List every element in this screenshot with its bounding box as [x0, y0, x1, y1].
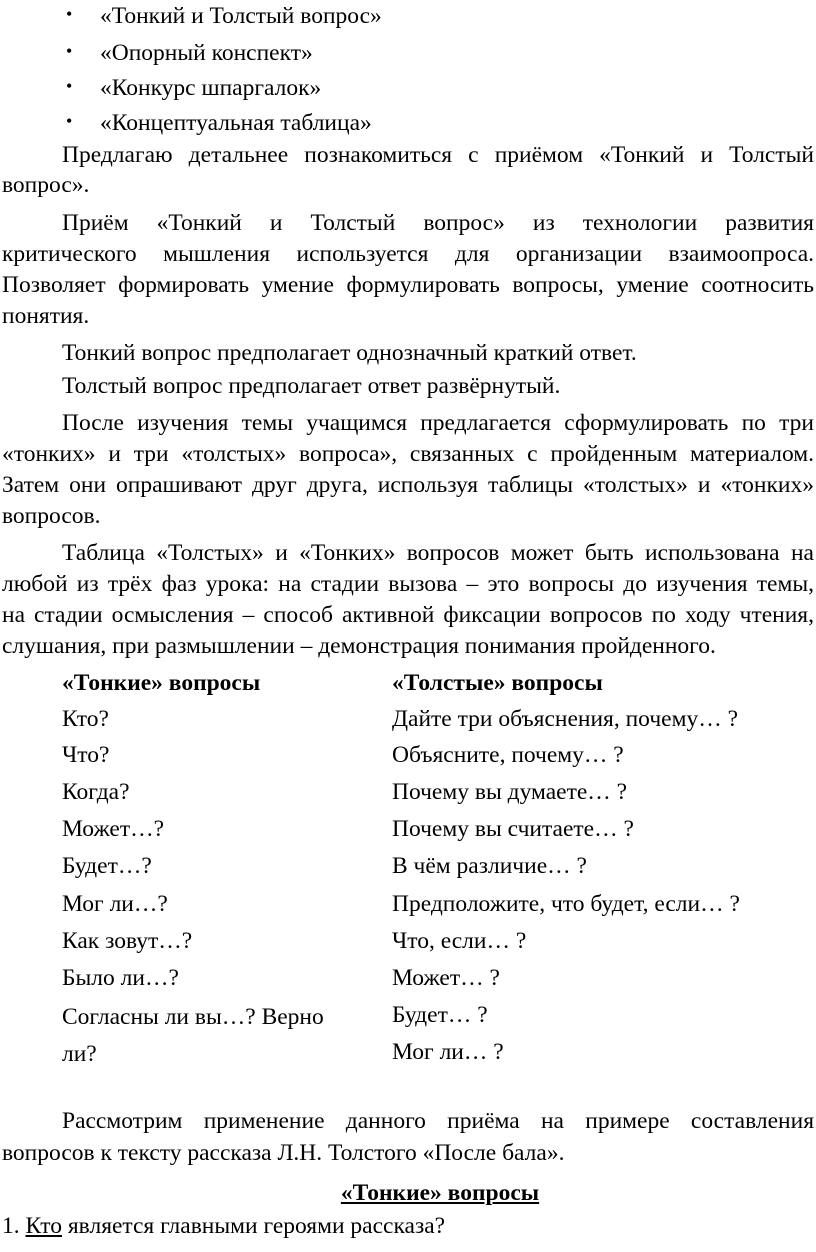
thick-question: Может… ?: [392, 965, 500, 991]
paragraph-line: на стадии осмысления – способ активной фиксации вопросов по ходу чтения,: [2, 602, 814, 628]
bullet-symbol: •: [66, 4, 73, 24]
question-keyword: Кто: [25, 1213, 62, 1239]
thin-question: Мог ли…?: [62, 891, 168, 917]
thin-question: Согласны ли вы…? Верно: [62, 1004, 324, 1030]
thin-question: Будет…?: [62, 853, 152, 879]
list-item: «Концептуальная таблица»: [100, 110, 372, 136]
question-text: является главными героями рассказа?: [62, 1213, 446, 1239]
thick-question: Что, если… ?: [392, 928, 527, 954]
paragraph-line: критического мышления используется для организации взаимоопроса.: [2, 241, 814, 267]
list-item: «Конкурс шпаргалок»: [100, 75, 322, 101]
thick-question: Почему вы думаете… ?: [392, 779, 628, 805]
section-title: «Тонкие» вопросы: [340, 1180, 540, 1206]
paragraph-line: Рассмотрим применение данного приёма на примере составления: [62, 1108, 814, 1134]
bullet-symbol: •: [66, 41, 73, 61]
paragraph-line: Предлагаю детальнее познакомиться с приёмом «Тонкий и Толстый: [62, 142, 814, 168]
thick-question: Дайте три объяснения, почему… ?: [392, 706, 738, 732]
thick-question: Мог ли… ?: [392, 1039, 504, 1065]
thin-question: ли?: [62, 1041, 97, 1067]
thick-questions-header: «Толстые» вопросы: [392, 670, 603, 696]
thin-question: Было ли…?: [62, 965, 179, 991]
paragraph-line: Затем они опрашивают друг друга, используя таблицы «толстых» и «тонких»: [2, 472, 814, 498]
thick-question: В чём различие… ?: [392, 853, 587, 879]
paragraph-line: Позволяет формировать умение формулировать вопросы, умение соотносить: [2, 272, 814, 298]
paragraph-line: После изучения темы учащимся предлагается сформулировать по три: [62, 410, 814, 436]
thin-question: Что?: [62, 742, 110, 768]
list-item: «Тонкий и Толстый вопрос»: [100, 3, 382, 29]
bullet-symbol: •: [66, 111, 73, 131]
list-item: «Опорный конспект»: [100, 40, 313, 66]
thick-question: Будет… ?: [392, 1002, 488, 1028]
bullet-symbol: •: [66, 76, 73, 96]
thin-question: Может…?: [62, 816, 165, 842]
paragraph-line: «тонких» и три «толстых» вопроса», связанных с пройденным материалом.: [2, 441, 814, 467]
thin-question: Как зовут…?: [62, 928, 193, 954]
thick-question: Объясните, почему… ?: [392, 742, 624, 768]
thin-question: Когда?: [62, 779, 130, 805]
paragraph-line: Тонкий вопрос предполагает однозначный краткий ответ.: [62, 340, 637, 366]
paragraph-line: Приём «Тонкий и Толстый вопрос» из технологии развития: [62, 210, 814, 236]
question-line: [2, 1213, 445, 1240]
paragraph-line: Таблица «Толстых» и «Тонких» вопросов может быть использована на: [62, 540, 814, 566]
thin-question: Кто?: [62, 706, 109, 732]
paragraph-line: вопрос».: [2, 172, 90, 198]
paragraph-line: Толстый вопрос предполагает ответ развёрнутый.: [62, 373, 561, 399]
paragraph-line: любой из трёх фаз урока: на стадии вызова – это вопросы до изучения темы,: [2, 571, 814, 597]
thick-question: Почему вы считаете… ?: [392, 816, 634, 842]
question-number: 1.: [2, 1213, 20, 1239]
paragraph-line: слушания, при размышлении – демонстрация понимания пройденного.: [2, 633, 716, 659]
thick-question: Предположите, что будет, если… ?: [392, 891, 740, 917]
paragraph-line: понятия.: [2, 303, 90, 329]
thin-questions-header: «Тонкие» вопросы: [62, 670, 261, 696]
paragraph-line: вопросов к тексту рассказа Л.Н. Толстого «После бала».: [2, 1140, 565, 1166]
paragraph-line: вопросов.: [2, 503, 101, 529]
